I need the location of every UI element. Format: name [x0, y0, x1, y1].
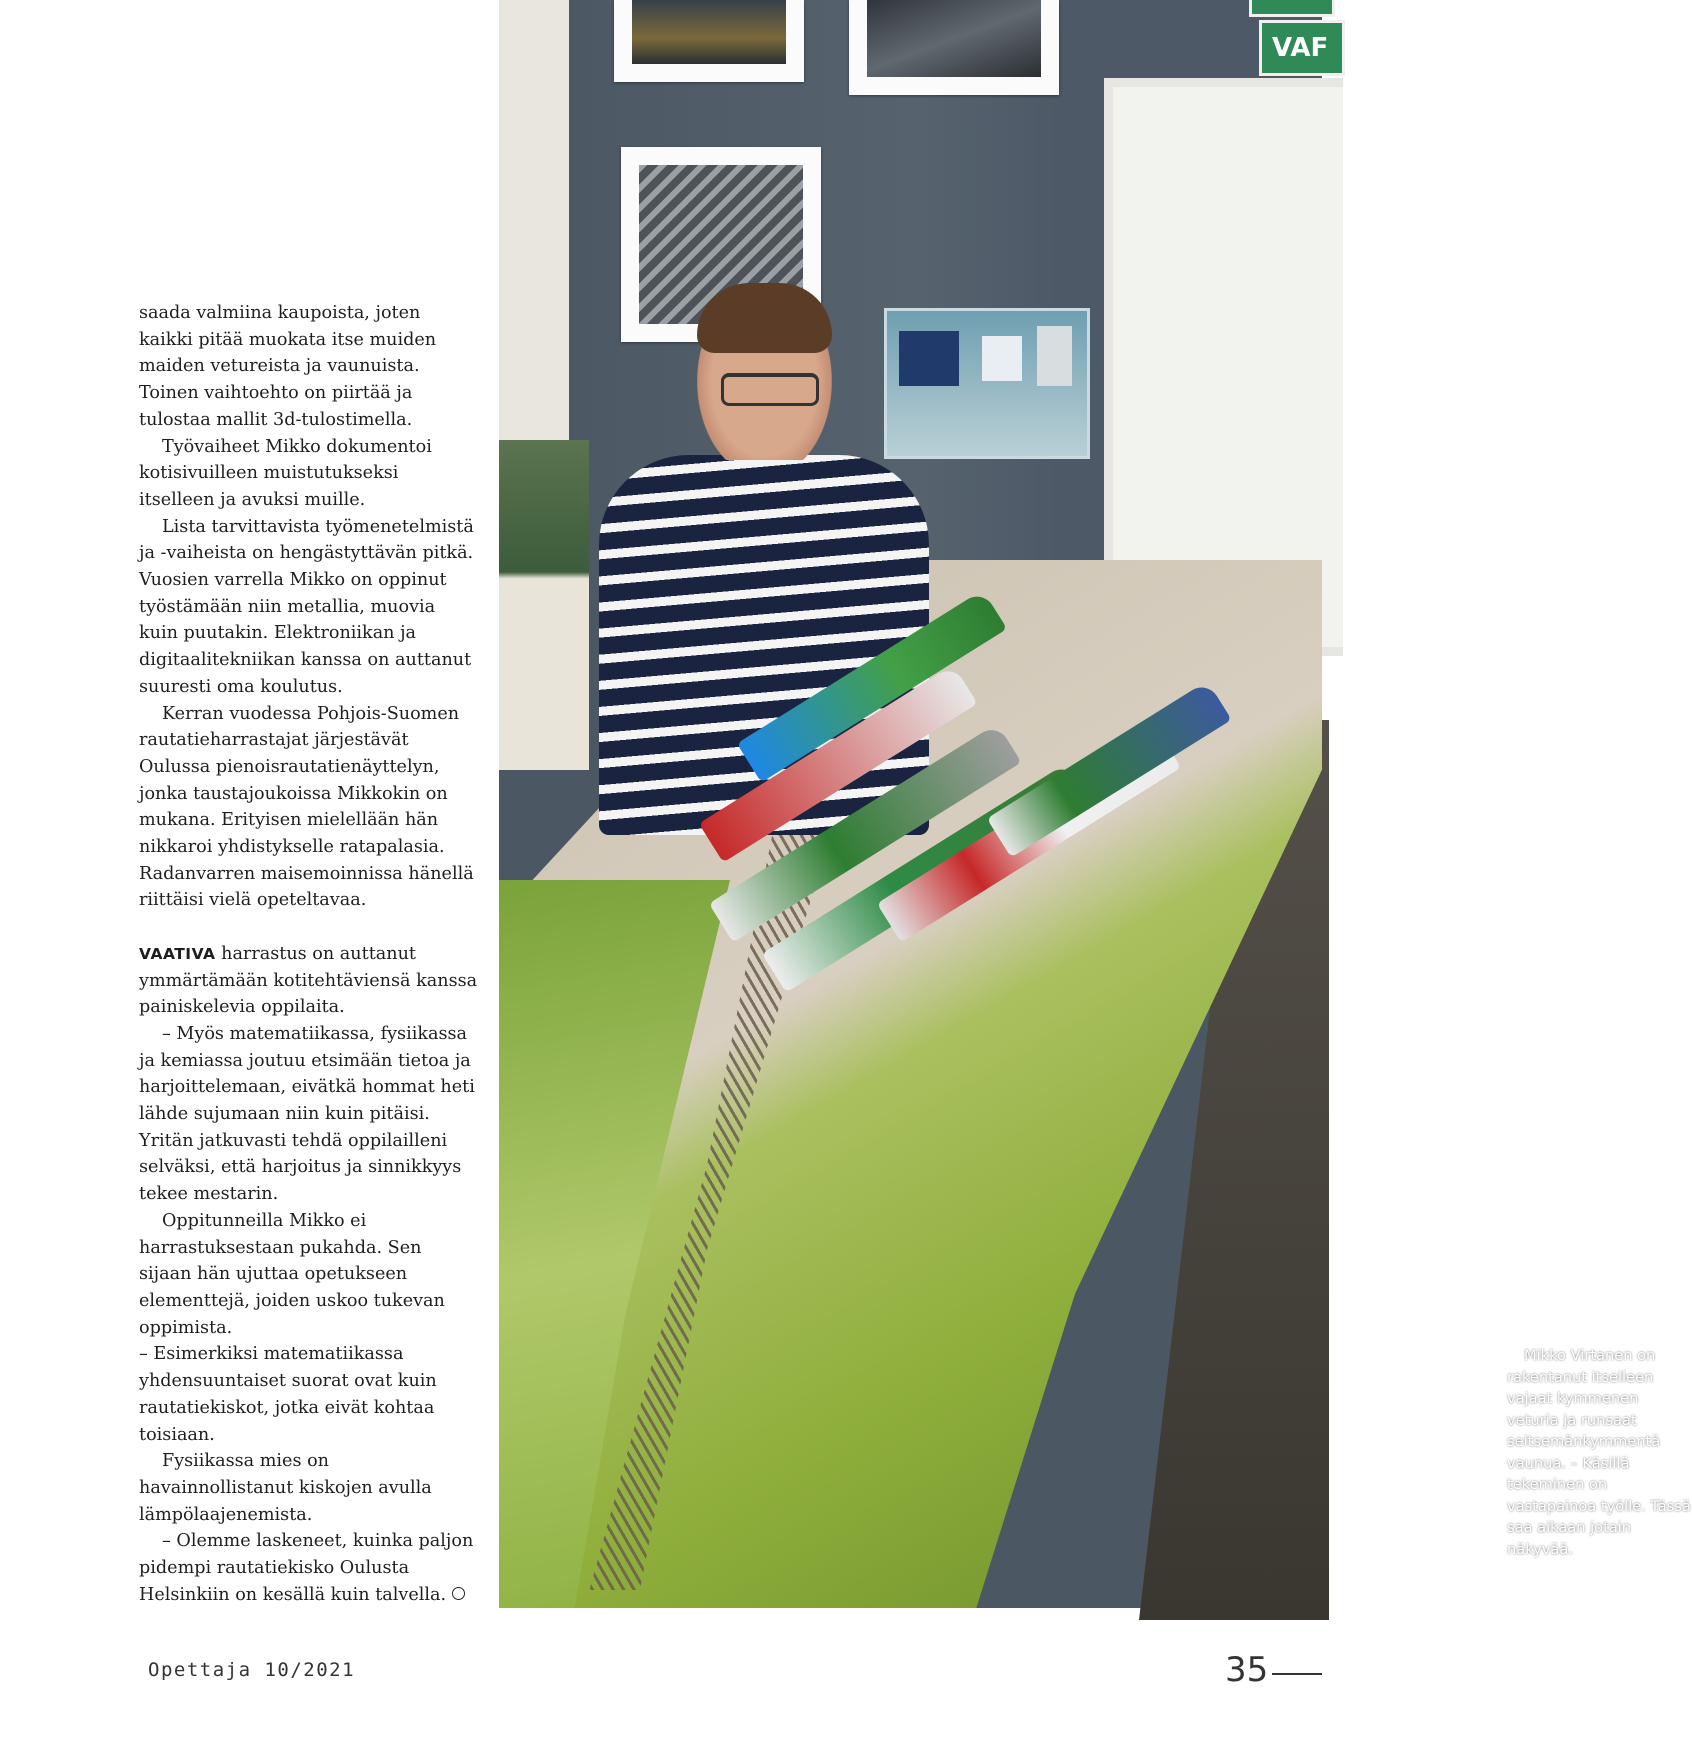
- glasses-icon: [721, 373, 819, 406]
- paragraph: Fysiikassa mies on havainnollistanut kiskojen avulla lämpölaajenemista.: [139, 1451, 432, 1525]
- paragraph: – Myös matematiikassa, fysiikassa ja kemiassa joutuu etsimään tietoa ja harjoittelemaan, eivätkä hommat heti lähde sujumaan niin kuin pitäisi. Yritän jatkuvasti tehdä oppilailleni selväksi, että harjoitus ja sinnikkyys tekee mestarin.: [139, 1023, 475, 1205]
- last-paragraph-text: – Olemme laskeneet, kuinka paljon pidempi rautatiekisko Oulusta Helsinkiin on kesällä kuin talvella.: [139, 1531, 474, 1605]
- article-column: [139, 300, 479, 1608]
- photo-frame: [849, 0, 1059, 95]
- paragraph: saada valmiina kaupoista, joten kaikki pitää muokata itse muiden maiden vetureista ja vaunuista. Toinen vaihtoehto on piirtää ja tulostaa mallit 3d-tulostimella.: [139, 303, 437, 430]
- caption-text: Mikko Virtanen on rakentanut itselleen vajaat kymmenen veturia ja runsaat seitsemänkymmentä vaunua. – Käsillä tekeminen on vastapainoa työlle. Tässä saa aikaan jotain näkyvää.: [1507, 1347, 1691, 1558]
- paragraph: Työvaiheet Mikko dokumentoi kotisivuilleen muistutukseksi itselleen ja avuksi muille.: [139, 436, 432, 510]
- photo-frame: [614, 0, 804, 82]
- photo-exit-sign: VAF: [1259, 20, 1345, 76]
- paragraph: – Esimerkiksi matematiikassa yhdensuuntaiset suorat ovat kuin rautatiekiskot, jotka eivät kohtaa toisiaan.: [139, 1344, 437, 1445]
- magazine-issue: Opettaja 10/2021: [148, 1659, 356, 1681]
- photo-sign-top: [1249, 0, 1335, 17]
- last-paragraph: [139, 1528, 479, 1608]
- paragraph: Oppitunneilla Mikko ei harrastuksestaan pukahda. Sen sijaan hän ujuttaa opetukseen elementtejä, joiden uskoo tukevan oppimista.: [139, 1210, 445, 1338]
- photo-wall-cabinet: [884, 308, 1090, 459]
- section-first-text: harrastus on auttanut ymmärtämään kotitehtäviensä kanssa painiskelevia oppilaita.: [139, 943, 478, 1018]
- end-mark-icon: [452, 1587, 465, 1600]
- page-number-rule: [1272, 1673, 1322, 1675]
- page-number: 35: [1225, 1650, 1269, 1690]
- photo-background-layout: [499, 440, 589, 770]
- caption-mark-icon: [1507, 1349, 1517, 1359]
- section-first-paragraph: [139, 941, 479, 1021]
- photo-caption: [1507, 1345, 1692, 1560]
- photo-person-hair: [697, 283, 832, 353]
- paragraph: Kerran vuodessa Pohjois-Suomen rautatieharrastajat järjestävät Oulussa pienoisrautatienäyttelyn, jonka taustajoukoissa Mikkokin on mukana. Erityisen mielellään hän nikkaroi yhdistykselle ratapalasia. Radanvarren maisemoinnissa hänellä riittäisi vielä opeteltavaa.: [139, 703, 474, 911]
- section-lead-word: VAATIVA: [139, 944, 216, 963]
- paragraph: Lista tarvittavista työmenetelmistä ja -vaiheista on hengästyttävän pitkä. Vuosien varrella Mikko on oppinut työstämään niin metallia, muovia kuin puutakin. Elektroniikan ja digitaalitekniikan kanssa on auttanut suuresti oma koulutus.: [139, 516, 474, 697]
- photo-model-railway: [499, 0, 1691, 1608]
